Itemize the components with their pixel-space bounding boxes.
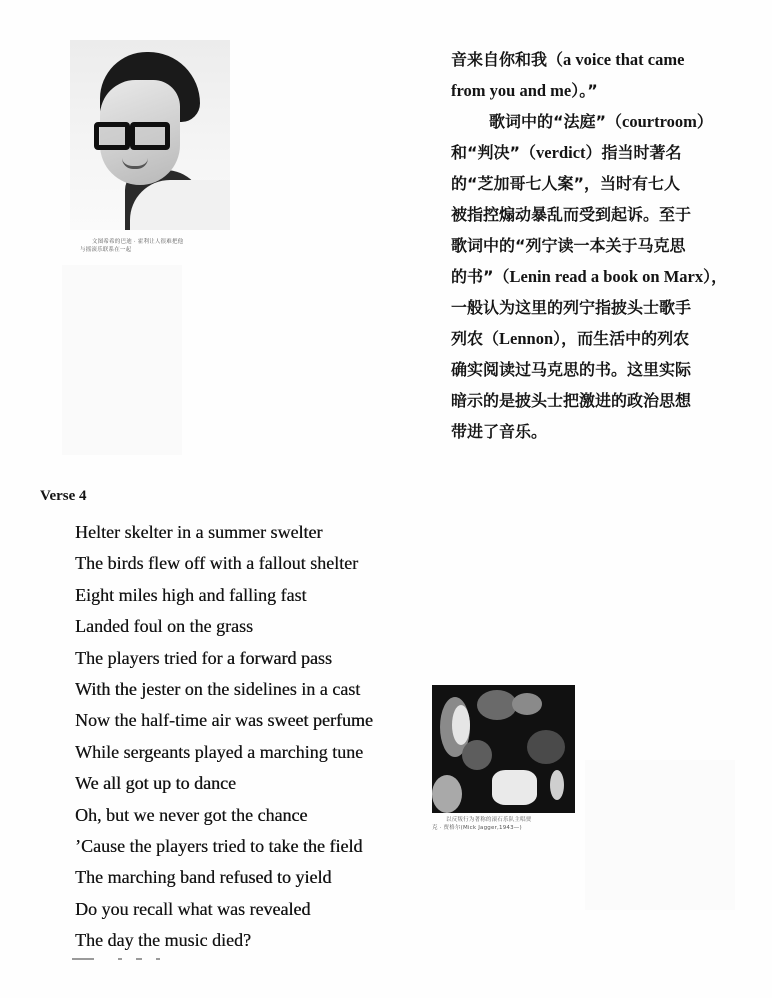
commentary-line: 歌词中的“列宁读一本关于马克思 (451, 236, 686, 255)
lyric-line: We all got up to dance (75, 773, 236, 794)
en-text: from you and me (451, 81, 572, 100)
verse-lyrics (75, 517, 435, 956)
zh-text: ） (696, 112, 713, 131)
commentary-line: 确实阅读过马克思的书。这里实际 (451, 360, 692, 379)
photo-glasses-right-lens (130, 122, 170, 150)
text-fragment (156, 958, 160, 960)
lyric-line: Landed foul on the grass (75, 616, 253, 637)
caption-line: 克 · 贾格尔(Mick Jagger,1943—) (432, 825, 522, 831)
zh-text: 的书”（ (451, 267, 510, 286)
commentary-line (451, 137, 741, 168)
lyric-line: The birds flew off with a fallout shelter (75, 553, 359, 574)
lyric-line: Do you recall what was revealed (75, 898, 311, 919)
lyric-line: Eight miles high and falling fast (75, 584, 307, 605)
en-text: Lennon (499, 329, 554, 348)
zh-text: 歌词中的“法庭”（ (489, 112, 623, 131)
commentary-line: 暗示的是披头士把激进的政治思想 (451, 391, 692, 410)
commentary-line (451, 323, 741, 354)
lyric-line: With the jester on the sidelines in a cast (75, 678, 361, 699)
scan-bleed-through (585, 760, 735, 910)
photo-figure (452, 705, 470, 745)
commentary-line: 带进了音乐。 (451, 422, 548, 441)
lyric-line: Helter skelter in a summer swelter (75, 522, 323, 542)
lyric-line: Now the half-time air was sweet perfume (75, 710, 373, 731)
commentary-line (451, 106, 741, 137)
portrait-caption (80, 238, 230, 254)
portrait-photo (70, 40, 230, 230)
scan-bleed-through (62, 265, 182, 455)
zh-text: ）， (703, 267, 728, 286)
photo-figure (432, 775, 462, 813)
zh-text: ），而生活中的列农 (553, 329, 690, 348)
en-text: Lenin read a book on Marx (509, 267, 704, 286)
photo-figure (512, 693, 542, 715)
commentary-line (451, 75, 741, 106)
photo-figure (462, 740, 492, 770)
caption-line: 与摇滚乐联系在一起 (80, 247, 132, 253)
en-text: courtroom (622, 112, 697, 131)
photo-figure (492, 770, 537, 805)
lyric-line: While sergeants played a marching tune (75, 741, 364, 762)
lyric-line: The players tried for a forward pass (75, 647, 332, 668)
commentary-line: 的“芝加哥七人案”，当时有七人 (451, 174, 681, 193)
lyric-line: ’Cause the players tried to take the field (75, 835, 363, 856)
photo-shirt (130, 180, 230, 230)
commentary-line: 一般认为这里的列宁指披头士歌手 (451, 298, 692, 317)
photo-figure (527, 730, 565, 764)
zh-text: 列农（ (451, 329, 500, 348)
lyric-line: The marching band refused to yield (75, 867, 332, 888)
zh-text: 音来自你和我（ (451, 50, 564, 69)
cut-off-text-line (72, 958, 192, 961)
en-text: a voice that came (563, 50, 685, 69)
zh-text: 和“判决”（ (451, 143, 537, 162)
commentary-line: 被指控煽动暴乱而受到起诉。至于 (451, 205, 692, 224)
caption-line: 文图希希的巴迪 · 霍利让人很难把他 (92, 239, 184, 245)
zh-text: ）指当时著名 (585, 143, 682, 162)
lyric-line: The day the music died? (75, 930, 251, 951)
text-fragment (136, 958, 142, 960)
text-fragment (118, 958, 122, 960)
concert-photo (432, 685, 575, 813)
zh-text: ）。” (571, 81, 598, 100)
photo-glasses-left-lens (94, 122, 130, 150)
concert-caption (432, 816, 582, 832)
caption-line: 以反叛行为著称的滚石乐队主唱贾 (446, 817, 532, 823)
photo-figure (550, 770, 564, 800)
en-text: verdict (536, 143, 586, 162)
commentary-line (451, 44, 741, 75)
lyric-line: Oh, but we never got the chance (75, 804, 308, 825)
verse-heading: Verse 4 (40, 488, 87, 504)
commentary-line (451, 261, 741, 292)
text-fragment (72, 958, 94, 960)
photo-figure (477, 690, 517, 720)
commentary-column (451, 44, 741, 447)
